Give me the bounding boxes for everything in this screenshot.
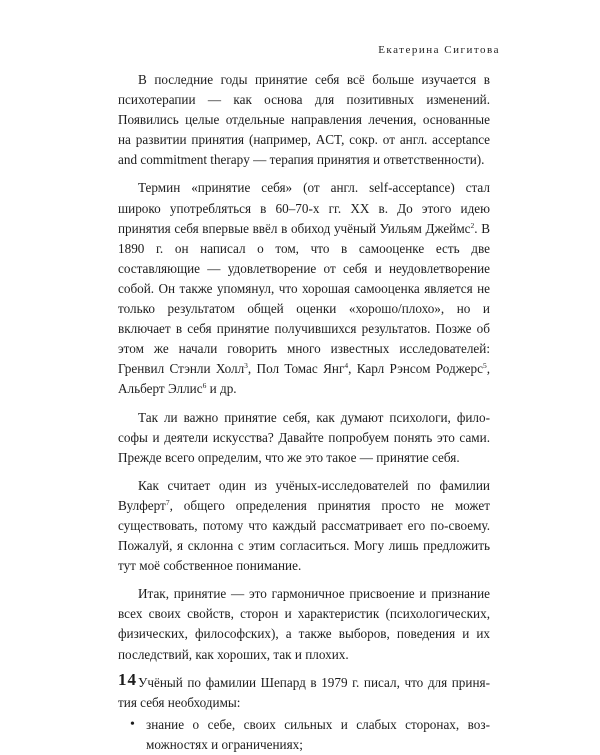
paragraph-2-part-d: , Карл Рэнсом Роджерс bbox=[348, 361, 483, 377]
paragraph-5: Итак, принятие — это гармоничное присвоение и признание всех своих свойств, сторон и характеристик (психологических, физических, философских), а также выборов, поведения и их последствий, как хороших, так и плохих. bbox=[118, 586, 490, 662]
paragraph-6: Учёный по фамилии Шепард в 1979 г. писал, что для принятия себя необходимы: bbox=[118, 674, 490, 710]
footnote-ref-7[interactable]: 7 bbox=[165, 497, 170, 507]
footnote-ref-5[interactable]: 5 bbox=[482, 361, 487, 371]
paragraph-4-part-b: , общего определения принятия просто не может существовать, потому что каждый рассматривает его по-своему. Пожалуй, я склонна с этим согласиться. Могу лишь предложить тут моё собственное понимание. bbox=[118, 497, 490, 574]
footnote-ref-6[interactable]: 6 bbox=[202, 381, 207, 391]
running-header-author: Екатерина Сигитова bbox=[378, 44, 500, 56]
paragraph-2-part-b: . В 1890 г. он написал о том, что в самооценке есть две составляющие — удовлетворение от себя и неудовлетворение собой. Он также упомянул, что хорошая самооценка является не только результатом общей оценки «хорошо/плохо», но и включает в себя принятие получившихся результатов. Позже об этом же начали говорить много известных исследователей: Гренвил Стэнли Холл bbox=[118, 220, 490, 377]
paragraph-2 bbox=[118, 178, 490, 399]
paragraph-2-part-c: , Пол Томас Янг bbox=[247, 361, 345, 377]
bullet-item: • знание о себе, своих сильных и слабых сторонах, возможностях и ограничениях; bbox=[132, 715, 490, 755]
paragraph-4 bbox=[118, 476, 490, 576]
paragraph-4-part-a: Как считает один из учёных-исследователей по фамилии Вулферт bbox=[118, 477, 490, 513]
bullet-list bbox=[118, 715, 490, 755]
page-number: 14 bbox=[118, 670, 137, 689]
body-text bbox=[118, 70, 490, 755]
footnote-ref-2[interactable]: 2 bbox=[470, 220, 475, 230]
paragraph-2-part-e: , Альберт Эллис bbox=[118, 361, 490, 397]
paragraph-2-part-a: Термин «принятие себя» (от англ. self-acceptance) стал широко употребляться в 60–70-х гг. XX в. До этого идею принятия себя впервые ввёл в обиход учёный Уильям Джеймс bbox=[118, 180, 490, 236]
paragraph-3: Так ли важно принятие себя, как думают психологи, философы и деятели искусства? Давайте попробуем понять это сами. Прежде всего определим, что же это такое — принятие себя. bbox=[118, 409, 490, 465]
footnote-ref-3[interactable]: 3 bbox=[244, 361, 248, 371]
paragraph-2-part-f: и др. bbox=[206, 381, 237, 397]
footnote-ref-4[interactable]: 4 bbox=[344, 361, 349, 371]
paragraph-1: В последние годы принятие себя всё больше изучается в психотерапии — как основа для позитивных изменений. Появились целые отдельные направления лечения, основанные на развитии принятия (например, ACT, сокр. от англ. acceptance and commitment therapy — терапия принятия и ответственности). bbox=[118, 72, 490, 168]
